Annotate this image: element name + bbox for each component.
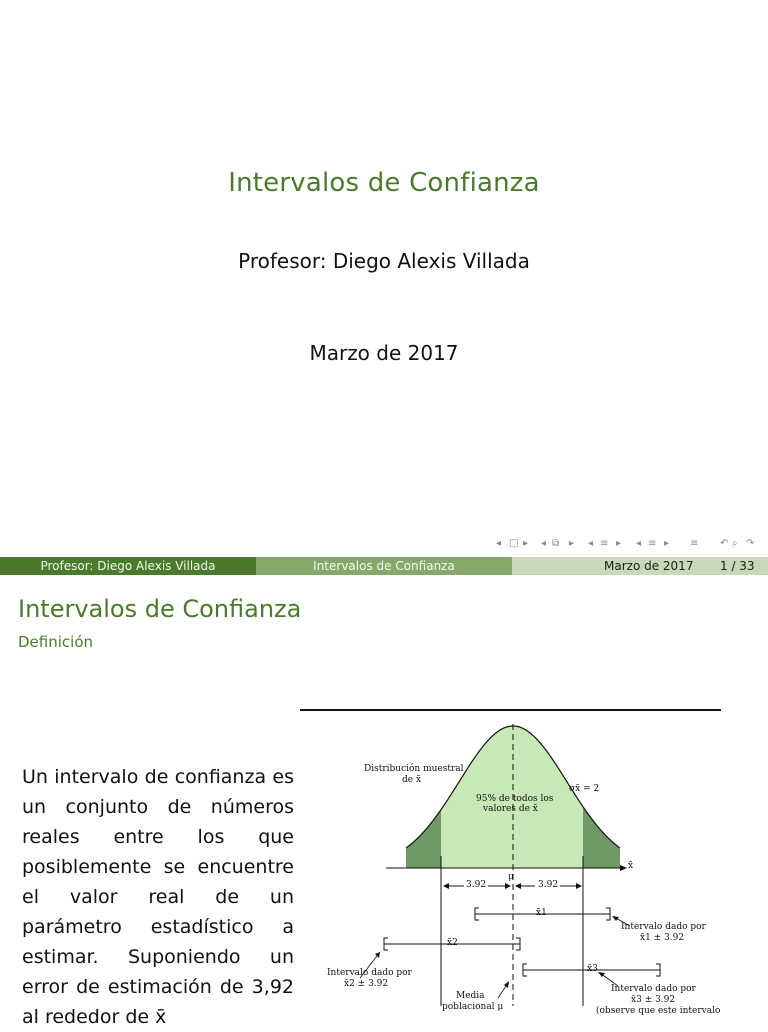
subsection-prev-icon[interactable]: ◂ [541,538,547,549]
x3-label: x̄3 [587,964,598,974]
interval-3-label-c: (observe que este intervalo [596,1006,721,1016]
footer-date-page [512,557,768,575]
media-label-line2: poblacional μ [442,1002,504,1012]
footer-author[interactable]: Profesor: Diego Alexis Villada [0,557,256,575]
x-axis-arrow [620,865,627,871]
slide-footer [0,557,768,575]
search-icon[interactable]: ⌕ [732,538,738,549]
section-prev-icon[interactable]: ◂ [588,538,594,549]
mu-label: μ [508,872,514,882]
footer-date[interactable]: Marzo de 2017 [604,559,694,573]
definition-paragraph [22,762,294,1032]
frame-prev-icon[interactable]: ◂ [496,538,502,549]
interval-3-label-a: Intervalo dado por [611,984,696,994]
presentation-title: Intervalos de Confianza [228,168,540,198]
undo-icon[interactable]: ↶ [720,538,729,549]
subsection-next-icon[interactable]: ▸ [569,538,575,549]
pct-label-line1: 95% de todos los [476,794,554,804]
slide-title: Intervalos de Confianza [18,595,302,623]
curve-left-tail [406,810,441,868]
interval-1-label-a: Intervalo dado por [621,922,706,932]
date-line: Marzo de 2017 [309,341,459,365]
beamer-navigation-bar [494,538,764,552]
subsubsection-icon[interactable]: ≡ [648,538,657,549]
redo-icon[interactable]: ↷ [746,538,755,549]
footer-title[interactable]: Intervalos de Confianza [256,557,512,575]
interval-2-label-a: Intervalo dado por [327,968,412,978]
author-line: Profesor: Diego Alexis Villada [238,249,530,273]
align-icon[interactable]: ≡ [690,538,699,549]
section-next-icon[interactable]: ▸ [616,538,622,549]
sampling-distribution-figure [300,706,721,1024]
sigma-label: σx̄ = 2 [569,784,600,794]
section-icon[interactable]: ≡ [600,538,609,549]
pct-label-line2: valores de x̄ [483,804,538,814]
left-margin-label: 3.92 [466,880,487,890]
definition-slide [0,575,768,1028]
curve-right-tail [583,807,620,868]
footer-page-number: 1 / 33 [720,559,755,573]
right-margin-label: 3.92 [538,880,559,890]
interval-3-label-b: x̄3 ± 3.92 [631,995,676,1005]
subsubsection-next-icon[interactable]: ▸ [664,538,670,549]
frame-icon[interactable]: □ [509,538,519,549]
interval-1-label-b: x̄1 ± 3.92 [640,933,685,943]
x2-label: x̄2 [447,938,458,948]
slide-subtitle: Definición [18,633,93,651]
frame-next-icon[interactable]: ▸ [523,538,529,549]
definition-text: Un intervalo de confianza es un conjunto de números reales entre los que posiblemente se encuentre el valor real de un parámetro estadístico a estimar. Suponiendo un error de estimación de 3,92 al rededor de x̄ [22,766,294,1028]
media-label-line1: Media [456,991,485,1001]
interval-2-label-b: x̄2 ± 3.92 [344,979,389,989]
dist-label-line2: de x̄ [402,775,422,785]
subsubsection-prev-icon[interactable]: ◂ [636,538,642,549]
x-axis-label: x̄ [628,861,634,871]
dist-label-line1: Distribución muestral [364,764,464,774]
x1-label: x̄1 [536,908,547,918]
subsection-icon[interactable]: ⧉ [552,538,560,549]
